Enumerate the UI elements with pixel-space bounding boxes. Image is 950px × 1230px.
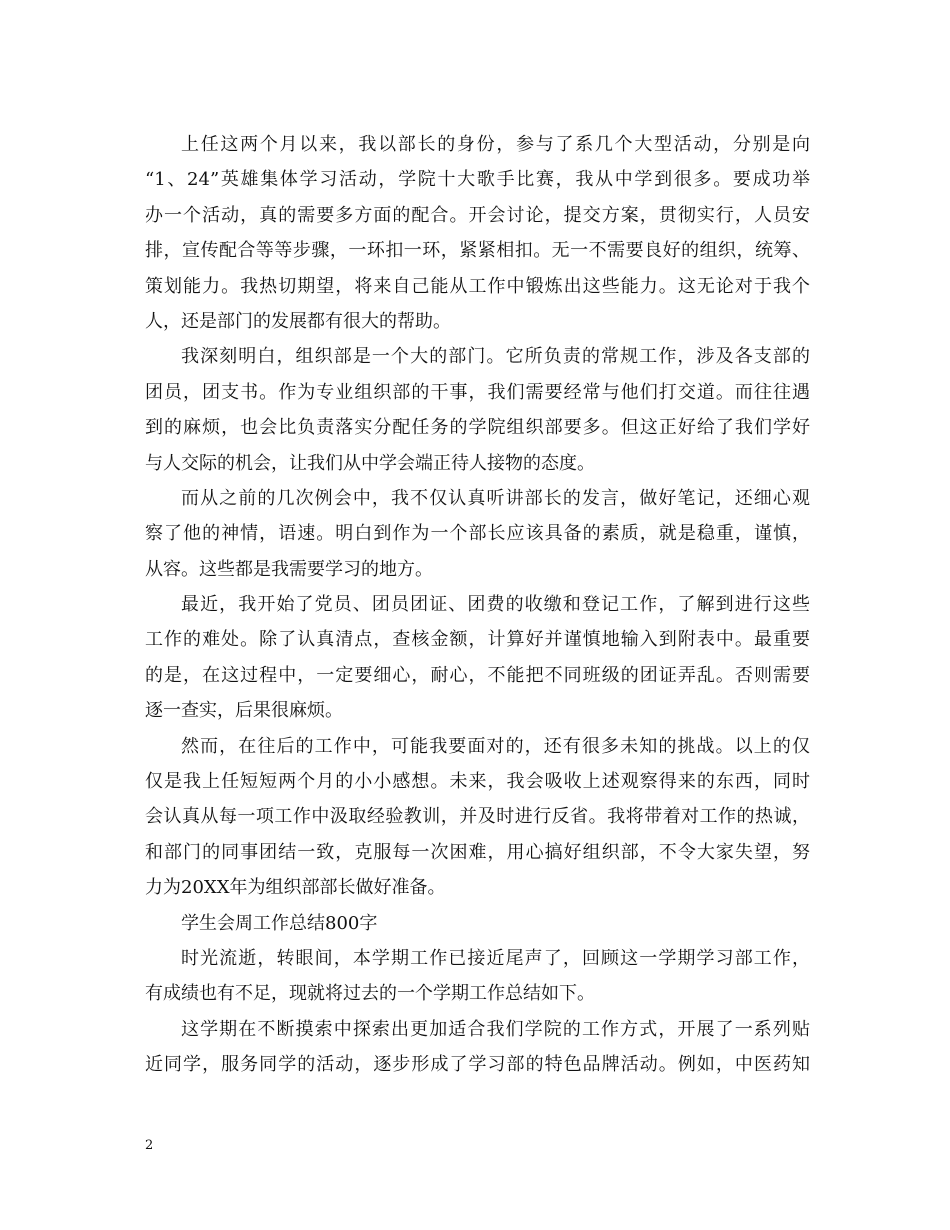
- text-line: 有成绩也有不足，现就将过去的一个学期工作总结如下。: [145, 983, 595, 1005]
- text-line: 策划能力。我热切期望，将来自己能从工作中锻炼出这些能力。这无论对于我个: [145, 275, 810, 297]
- text-line: “1、24”英雄集体学习活动，学院十大歌手比赛，我从中学到很多。要成功举: [145, 169, 810, 191]
- text-line: 而从之前的几次例会中，我不仅认真听讲部长的发言，做好笔记，还细心观: [181, 487, 810, 509]
- document-body: [145, 127, 810, 1083]
- text-line: 察了他的神情，语速。明白到作为一个部长应该具备的素质，就是稳重，谨慎，: [145, 523, 810, 545]
- page-number: 2: [145, 1138, 154, 1153]
- text-line: 逐一查实，后果很麻烦。: [145, 700, 343, 722]
- text-line: 和部门的同事团结一致，克服每一次困难，用心搞好组织部，不令大家失望，努: [145, 841, 810, 863]
- text-line: 会认真从每一项工作中汲取经验教训，并及时进行反省。我将带着对工作的热诚，: [145, 806, 810, 828]
- text-line: 的是，在这过程中，一定要细心，耐心，不能把不同班级的团证弄乱。否则需要: [145, 664, 810, 686]
- text-line: 近同学，服务同学的活动，逐步形成了学习部的特色品牌活动。例如，中医药知: [145, 1054, 810, 1076]
- text-line: 学生会周工作总结800字: [181, 912, 378, 934]
- text-line: 办一个活动，真的需要多方面的配合。开会讨论，提交方案，贯彻实行，人员安: [145, 204, 810, 226]
- text-line: 我深刻明白，组织部是一个大的部门。它所负责的常规工作，涉及各支部的: [181, 346, 810, 368]
- text-line: 工作的难处。除了认真清点，查核金额，计算好并谨慎地输入到附表中。最重要: [145, 629, 810, 651]
- text-line: 最近，我开始了党员、团员团证、团费的收缴和登记工作，了解到进行这些: [181, 594, 810, 616]
- text-line: 到的麻烦，也会比负责落实分配任务的学院组织部要多。但这正好给了我们学好: [145, 417, 810, 439]
- text-line: 团员，团支书。作为专业组织部的干事，我们需要经常与他们打交道。而往往遇: [145, 381, 810, 403]
- text-line: 时光流逝，转眼间，本学期工作已接近尾声了，回顾这一学期学习部工作，: [181, 947, 810, 969]
- text-line: 这学期在不断摸索中探索出更加适合我们学院的工作方式，开展了一系列贴: [181, 1018, 810, 1040]
- text-line: 然而，在往后的工作中，可能我要面对的，还有很多未知的挑战。以上的仅: [181, 735, 810, 757]
- text-line: 力为20XX年为组织部部长做好准备。: [145, 877, 446, 899]
- text-line: 从容。这些都是我需要学习的地方。: [145, 558, 433, 580]
- text-line: 上任这两个月以来，我以部长的身份，参与了系几个大型活动，分别是向: [181, 134, 810, 155]
- text-line: 人，还是部门的发展都有很大的帮助。: [145, 310, 451, 332]
- text-line: 仅是我上任短短两个月的小小感想。未来，我会吸收上述观察得来的东西，同时: [145, 771, 810, 793]
- text-line: 与人交际的机会，让我们从中学会端正待人接物的态度。: [145, 452, 595, 474]
- text-line: 排，宣传配合等等步骤，一环扣一环，紧紧相扣。无一不需要良好的组织，统筹、: [145, 240, 810, 262]
